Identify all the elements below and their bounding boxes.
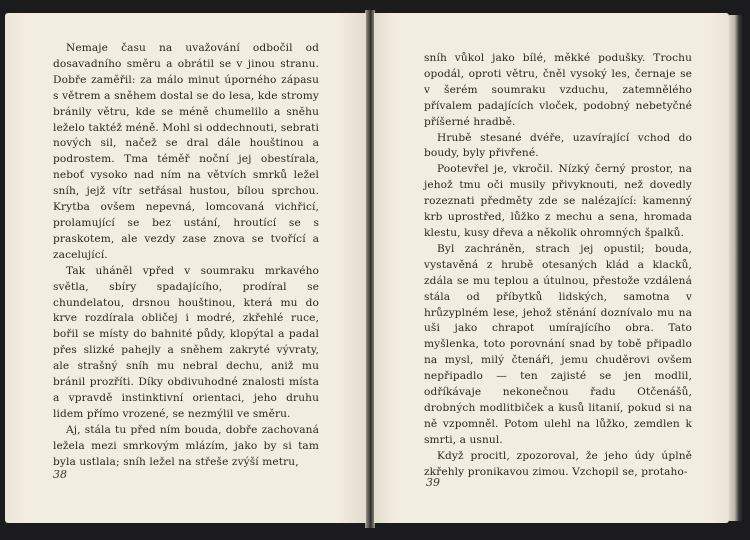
paragraph: Tak uháněl vpřed v soumraku mrkavého světla, sbíry spadajícího, prodíral se chundelatou, drsnou houštinou, která mu do krve rozdírala obličej i modré, zkřehlé ruce, bořil se místy do bahnité půdy, klopýtal a padal přes slizké pahejly a sněhem zakryté vývraty, ale strašný sníh mu nebral dechu, aniž mu bránil prozříti. Díky obdivuhodné znalosti místa a vpravdě instinktivní orientaci, jeho druhu lidem přímo vrozené, se nezmýlil ve směru. — [53, 264, 319, 420]
page-number: 38 — [53, 468, 67, 481]
right-page-text — [424, 51, 692, 480]
left-page — [5, 13, 366, 523]
left-page-text — [53, 41, 319, 470]
paragraph: sníh vůkol jako bílé, měkké podušky. Trochu opodál, oproti větru, čněl vysoký les, černaje se v šerém soumraku vzduchu, zatemnělého přívalem padajících vloček, podobný nebetyčné příšerné hradbě. — [424, 52, 692, 128]
page-number: 39 — [426, 476, 440, 489]
paragraph: Pootevřel je, vkročil. Nízký černý prostor, na jehož tmu oči musily přivyknouti, než dovedly rozeznati předměty zde se nalézající: kamenný krb uprostřed, lůžko z mechu a sena, hromada klestu, kusy dřeva a několik ohromných špalků. — [424, 163, 692, 239]
paragraph: Když procitl, zpozoroval, že jeho údy úplně zkřehly pronikavou zimou. Vzchopil se, protaho- — [424, 449, 692, 478]
paragraph: Hrubě stesané dvéře, uzavírající vchod do boudy, byly přivřené. — [424, 131, 692, 160]
paragraph: Aj, stála tu před ním bouda, dobře zachovaná ležela mezi smrkovým mlázím, jako by si tam byla ustlala; sníh ležel na střeše zvýší metru, — [53, 423, 319, 468]
paragraph: Byl zachráněn, strach jej opustil; bouda, vystavěná z hrubě otesaných klád a klacků, zdála se mu teplou a útulnou, přestože vzdálená stála od příbytků lidských, samotna v hrůzyplném lese, jehož stěnání doznívalo mu na uši jako chrapot umírajícího obra. Tato myšlenka, toto porovnání snad by tobě připadlo na mysl, milý čtenáři, jemu chuděrovi ovšem nepřipadlo — ten zajisté se jen modlil, odříkávaje nekonečnou řadu Otčenášů, drobných modlitbiček a kusů litanií, pokud si na ně vzpomněl. Potom ulehl na lůžko, zemdlen k smrti, a usnul. — [424, 242, 692, 446]
page-edges — [729, 15, 743, 521]
right-page — [374, 13, 729, 523]
paragraph: Nemaje času na uvažování odbočil od dosavadního směru a obrátil se v jinou stranu. Dobře zaměřil: za málo minut úporného zápasu s větrem a sněhem dostal se do lesa, kde stromy bránily větru, kde se méně chumelilo a sněhu leželo taktéž méně. Mohl si oddechnouti, sebrati nových sil, načež se dral dále houštinou a podrostem. Tma téměř noční jej obestírala, neboť vysoko nad ním na větvích smrků ležel sníh, jejž vítr setřásal hustou, bílou sprchou. Krytba ovšem nepevná, lomcovaná vichřicí, prolamující se bez ustání, hroutící se s praskotem, ale vezdy zase znova se tvořící a zacelující. — [53, 42, 319, 261]
